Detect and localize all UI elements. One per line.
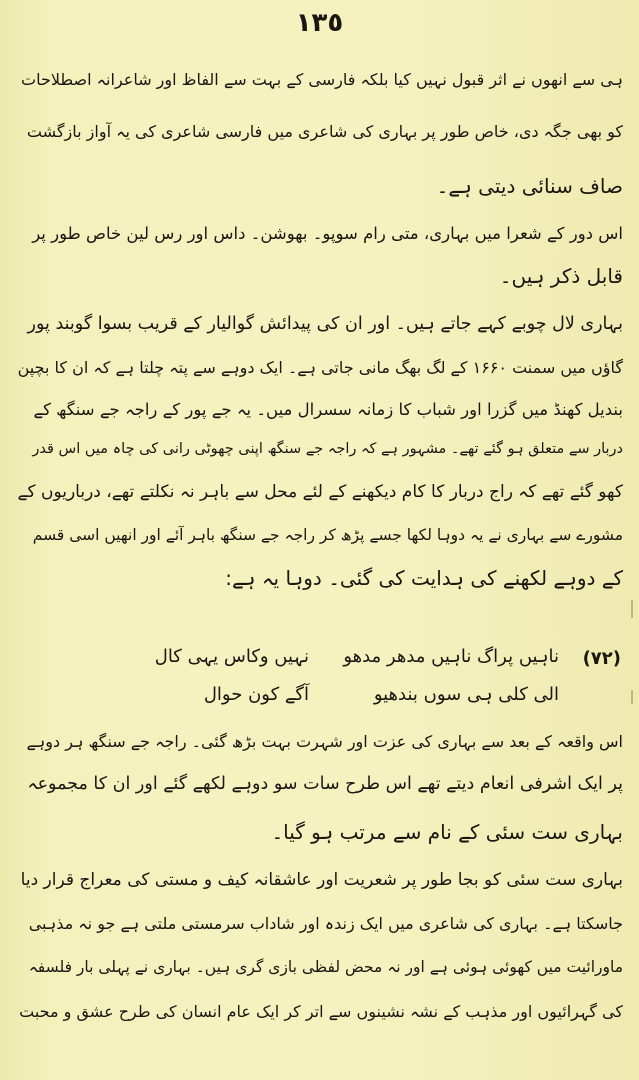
text-line: اس واقعہ کے بعد سے بہاری کی عزت اور شہرت بہت بڑھ گئی۔ راجہ جے سنگھ ہر دوہے	[26, 732, 623, 751]
text-line: گاؤں میں سمنت ۱۶۶۰ کے لگ بھگ مانی جاتی ہے۔ ایک دوہے سے پتہ چلتا ہے کہ ان کا بچپن	[17, 358, 623, 377]
couplet-line1-right: ناہیں پراگ ناہیں مدھر مدھو	[343, 646, 559, 667]
couplet-line1-left: نہیں وکاس یہی کال	[154, 646, 309, 667]
text-line: کی گہرائیوں اور مذہب کے نشہ نشینوں سے اتر کر ایک عام انسان کی طرح عشق و محبت	[19, 1002, 623, 1021]
text-line: بہاری ست سئی کو بجا طور پر شعریت اور عاشقانہ کیف و مستی کی معراج قرار دیا	[20, 870, 623, 890]
verse-number: (۷۲)	[582, 648, 621, 669]
text-line: ماورائیت میں کھوئی ہوئی ہے اور نہ محض لفظی بازی گری ہیں۔ بہاری نے پہلی بار فلسفہ	[28, 958, 623, 976]
text-line: مشورے سے بہاری نے یہ دوہا لکھا جسے پڑھ کر راجہ جے سنگھ باہر آئے اور انھیں اسی قسم	[32, 526, 623, 544]
text-line: جاسکتا ہے۔ بہاری کی شاعری میں ایک زندہ اور شاداب سرمستی ملتی ہے جو نہ مذہبی	[28, 914, 623, 933]
page-edge-mark	[631, 600, 633, 618]
text-line: بہاری لال چوبے کہے جاتے ہیں۔ اور ان کی پیدائش گوالیار کے قریب بسوا گوبند پور	[27, 314, 623, 334]
text-line: اس دور کے شعرا میں بہاری، متی رام سوپو۔ بھوشن۔ داس اور رس لین خاص طور پر	[32, 224, 623, 243]
couplet-line2-right: الی کلی ہی سوں بندھیو	[373, 684, 559, 705]
text-line: کے دوہے لکھنے کی ہدایت کی گئی۔ دوہا یہ ہے:	[225, 566, 623, 590]
text-line: قابل ذکر ہیں۔	[499, 264, 623, 288]
text-line: بندیل کھنڈ میں گزرا اور شباب کا زمانہ سسرال میں۔ یہ جے پور کے راجہ جے سنگھ کے	[33, 400, 623, 419]
text-line: بہاری ست سئی کے نام سے مرتب ہو گیا۔	[271, 820, 623, 844]
page-edge-mark	[631, 690, 633, 704]
page-number: ١٣٥	[295, 8, 344, 38]
text-line: صاف سنائی دیتی ہے۔	[436, 174, 623, 198]
couplet-line2-left: آگے کون حوال	[203, 684, 309, 705]
text-line: کو بھی جگہ دی، خاص طور پر بہاری کی شاعری میں فارسی شاعری کی یہ آواز بازگشت	[26, 122, 623, 141]
text-line: ہی سے انھوں نے اثر قبول نہیں کیا بلکہ فارسی کے بہت سے الفاظ اور شاعرانہ اصطلاحات	[21, 70, 623, 89]
text-line: دربار سے متعلق ہو گئے تھے۔ مشہور ہے کہ راجہ جے سنگھ اپنی چھوٹی رانی کی چاہ میں اس قدر	[32, 441, 623, 457]
text-line: پر ایک اشرفی انعام دیتے تھے اس طرح سات سو دوہے لکھے گئے اور ان کا مجموعہ	[27, 774, 623, 794]
text-line: کھو گئے تھے کہ راج دربار کا کام دیکھنے کے لئے محل سے باہر نہ نکلتے تھے، درباریوں کے	[17, 482, 623, 502]
